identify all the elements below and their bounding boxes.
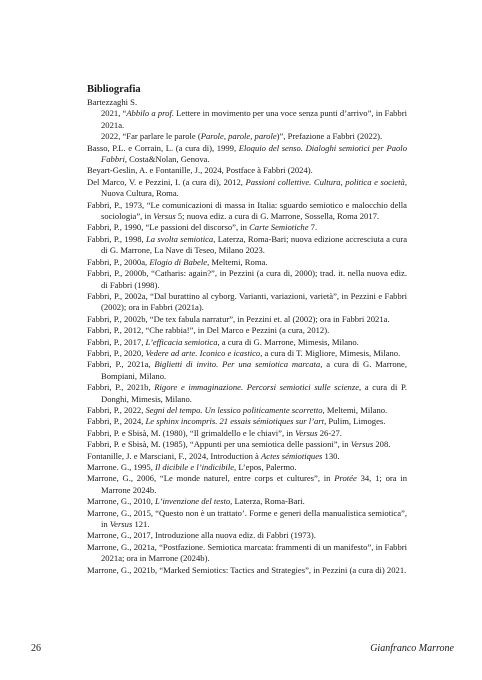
entry-title: Elogio di Babele <box>149 256 208 267</box>
entry-text: , a cura di T. Migliore, Mimesis, Milano. <box>260 347 401 358</box>
entry-text: , Laterza, Roma-Bari. <box>230 496 305 507</box>
entry-text: Fabbri, P., 2020, <box>87 347 146 358</box>
entry-text: Fabbri, P., 2017, <box>87 336 146 347</box>
bibliography-entry <box>87 325 407 336</box>
bibliography-entry <box>87 222 407 233</box>
entry-title: Parole, parole, parole <box>200 131 277 142</box>
entry-text: Fabbri, P., 2021a, <box>87 359 155 370</box>
page-number: 26 <box>31 643 41 654</box>
entry-title: Versus <box>295 427 318 438</box>
bibliography-entry <box>87 257 407 268</box>
entry-title: Protée <box>334 473 357 484</box>
bibliography-list <box>87 97 407 576</box>
bibliography-entry <box>87 314 407 325</box>
entry-text: Bartezzaghi S. <box>87 97 138 107</box>
entry-title: Eloquio del senso. Dialoghi semiotici per Paolo Fabbri <box>101 142 407 165</box>
entry-text: 2022, “Far parlare le parole ( <box>101 131 201 142</box>
entry-title: L’invenzione del testo <box>155 496 231 507</box>
entry-text: Fabbri, P., 1990, “Le passioni del discorso”, in <box>87 222 250 233</box>
entry-title: Carte Semiotiche <box>249 222 309 233</box>
entry-title: Passioni collettive. Cultura, politica e società <box>245 176 405 187</box>
entry-text: Fabbri, P., 2024, <box>87 416 146 427</box>
bibliography-entry <box>87 165 407 176</box>
entry-text: , Pulim, Limoges. <box>324 416 386 427</box>
entry-title: Il dicibile e l’indicibile <box>155 462 235 472</box>
bibliography-entry <box>87 108 407 131</box>
entry-title: Rigore e immaginazione. Percorsi semiotici sulle scienze <box>154 382 360 393</box>
bibliography-entry <box>87 473 407 496</box>
entry-text: 2021, “ <box>101 108 127 119</box>
entry-title: Vedere ad arte. Iconico e icastico <box>145 347 261 358</box>
entry-text: 208. <box>373 439 391 450</box>
bibliography-entry <box>87 177 407 200</box>
entry-text: , Meltemi, Milano. <box>322 404 388 415</box>
bibliography-entry <box>87 291 407 314</box>
bibliography-entry <box>87 530 407 541</box>
entry-title: Actes sémiotiques <box>261 450 323 461</box>
running-footer-author: Gianfranco Marrone <box>370 643 454 654</box>
entry-text: Marrone, G., 2021a, “Postfazione. Semiotica marcata: frammenti di un manifesto”, in Fabbri 2021a; ora in Marrone (2024b). <box>87 541 407 564</box>
entry-text: Fabbri, P., 2002b, “De tex fabula narratur”, in Pezzini et. al (2002); ora in Fabbri 2021a. <box>87 313 390 324</box>
bibliography-entry <box>87 508 407 531</box>
bibliography-entry <box>87 143 407 166</box>
entry-text: Lettere in movimento per una voce senza punti d’arrivo”, in Fabbri 2021a. <box>101 108 407 130</box>
entry-text: Fabbri, P., 1998, <box>87 233 147 244</box>
entry-text: 130. <box>322 450 340 461</box>
entry-text: Marrone, G., 2010, <box>87 496 156 507</box>
entry-text: Fabbri, P., 2012, “Che rabbia!”, in Del Marco e Pezzini (a cura, 2012). <box>87 325 330 336</box>
entry-text: 121. <box>132 519 150 530</box>
entry-text: Basso, P.L. e Corrain, L. (a cura di), 1999, <box>87 142 239 153</box>
entry-text: Fabbri, P. e Sbisà, M. (1980), “Il grimaldello e le chiavi”, in <box>87 427 296 438</box>
bibliography-entry <box>87 348 407 359</box>
entry-text: Fabbri, P., 2000a, <box>87 256 150 267</box>
bibliography-entry <box>87 268 407 291</box>
entry-text: Marrone, G., 2017, Introduzione alla nuova ediz. di Fabbri (1973). <box>87 530 316 541</box>
bibliography-entry <box>87 462 407 473</box>
bibliography-entry <box>87 439 407 450</box>
entry-text: Del Marco, V. e Pezzini, I. (a cura di), 2012, <box>87 176 246 187</box>
entry-text: Fabbri, P., 2000b, “Catharis: again?”, in Pezzini (a cura di, 2000); trad. it. nella nuova ediz. di Fabbri (1998). <box>87 268 407 290</box>
entry-text: Fabbri, P., 2021b, <box>87 382 155 393</box>
entry-title: Biglietti di invito. Per una semiotica marcata <box>154 359 321 370</box>
bibliography-entry <box>87 496 407 507</box>
entry-text: Fabbri, P. e Sbisà, M. (1985), “Appunti per una semiotica delle passioni”, in <box>87 439 351 450</box>
bibliography-entry <box>87 565 407 576</box>
bibliography-entry <box>87 97 407 108</box>
entry-text: , Costa&Nolan, Genova. <box>124 154 210 165</box>
bibliography-entry <box>87 451 407 462</box>
entry-title: Segni del tempo. Un lessico politicamente scorretto <box>145 404 323 415</box>
entry-text: , Meltemi, Roma. <box>207 256 268 267</box>
entry-text: , a cura di G. Marrone, Mimesis, Milano. <box>217 336 359 347</box>
bibliography-entry <box>87 234 407 257</box>
entry-text: Marrone, G., 2021b, “Marked Semiotics: Tactics and Strategies”, in Pezzini (a cura di) 2021. <box>87 564 407 575</box>
bibliography-entry <box>87 542 407 565</box>
entry-text: , L’epos, Palermo. <box>234 462 297 472</box>
entry-title: Abbilo a prof. <box>126 108 174 119</box>
entry-text: Marrone, G., 2006, “Le monde naturel, entre corps et cultures”, in <box>87 473 335 484</box>
entry-text: , a cura di P. Donghi, Mimesis, Milano. <box>101 382 407 404</box>
entry-text: , a cura di G. Marrone, Bompiani, Milano. <box>101 359 407 381</box>
bibliography-entry <box>87 131 407 142</box>
entry-text: Fabbri, P., 2022, <box>87 404 146 415</box>
bibliography-entry <box>87 382 407 405</box>
entry-text: , Nuova Cultura, Roma. <box>101 176 407 199</box>
entry-text: Marrone, G., 2015, “Questo non è un trattato’. Forme e generi della manualistica semiotica”, in <box>87 507 407 530</box>
bibliography-entry <box>87 416 407 427</box>
entry-title: Versus <box>153 211 176 222</box>
bibliography-entry <box>87 428 407 439</box>
entry-title: Versus <box>350 439 374 450</box>
entry-text: Marrone. G., 1995, <box>87 462 156 472</box>
entry-text: 26-27. <box>317 427 342 438</box>
bibliography-entry <box>87 337 407 348</box>
bibliography-entry <box>87 359 407 382</box>
entry-text: , Laterza, Roma-Bari; nuova edizione accresciuta a cura di G. Marrone, La Nave di Teseo, Milano 2023. <box>101 233 408 256</box>
entry-title: La svolta semiotica <box>146 233 214 244</box>
entry-text: 7. <box>308 222 318 233</box>
entry-text: )”, Prefazione a Fabbri (2022). <box>276 131 383 142</box>
entry-text: Fontanille, J. e Marsciani, F., 2024, Introduction à <box>87 450 262 461</box>
bibliography-entry <box>87 200 407 223</box>
entry-title: Versus <box>109 519 133 530</box>
entry-title: Le sphinx incompris. 21 essais sémiotiques sur l’art <box>145 416 325 427</box>
entry-text: Fabbri, P., 2002a, “Dal burattino al cyborg. Varianti, variazioni, varietà”, in Pezzini e Fabbri (2002); ora in Fabbri (2021a). <box>87 290 407 313</box>
entry-text: 34, 1; ora in Marrone 2024b. <box>101 473 407 495</box>
bibliography-heading: Bibliografia <box>87 84 141 95</box>
entry-title: L’efficacia semiotica <box>145 336 218 347</box>
entry-text: 5; nuova ediz. a cura di G. Marrone, Sossella, Roma 2017. <box>175 211 380 222</box>
entry-text: Beyart-Geslin, A. e Fontanille, J., 2024, Postface à Fabbri (2024). <box>87 165 313 176</box>
bibliography-entry <box>87 405 407 416</box>
entry-text: Fabbri, P., 1973, “Le comunicazioni di massa in Italia: sguardo semiotico e malocchio della sociologia”, in <box>87 199 407 222</box>
